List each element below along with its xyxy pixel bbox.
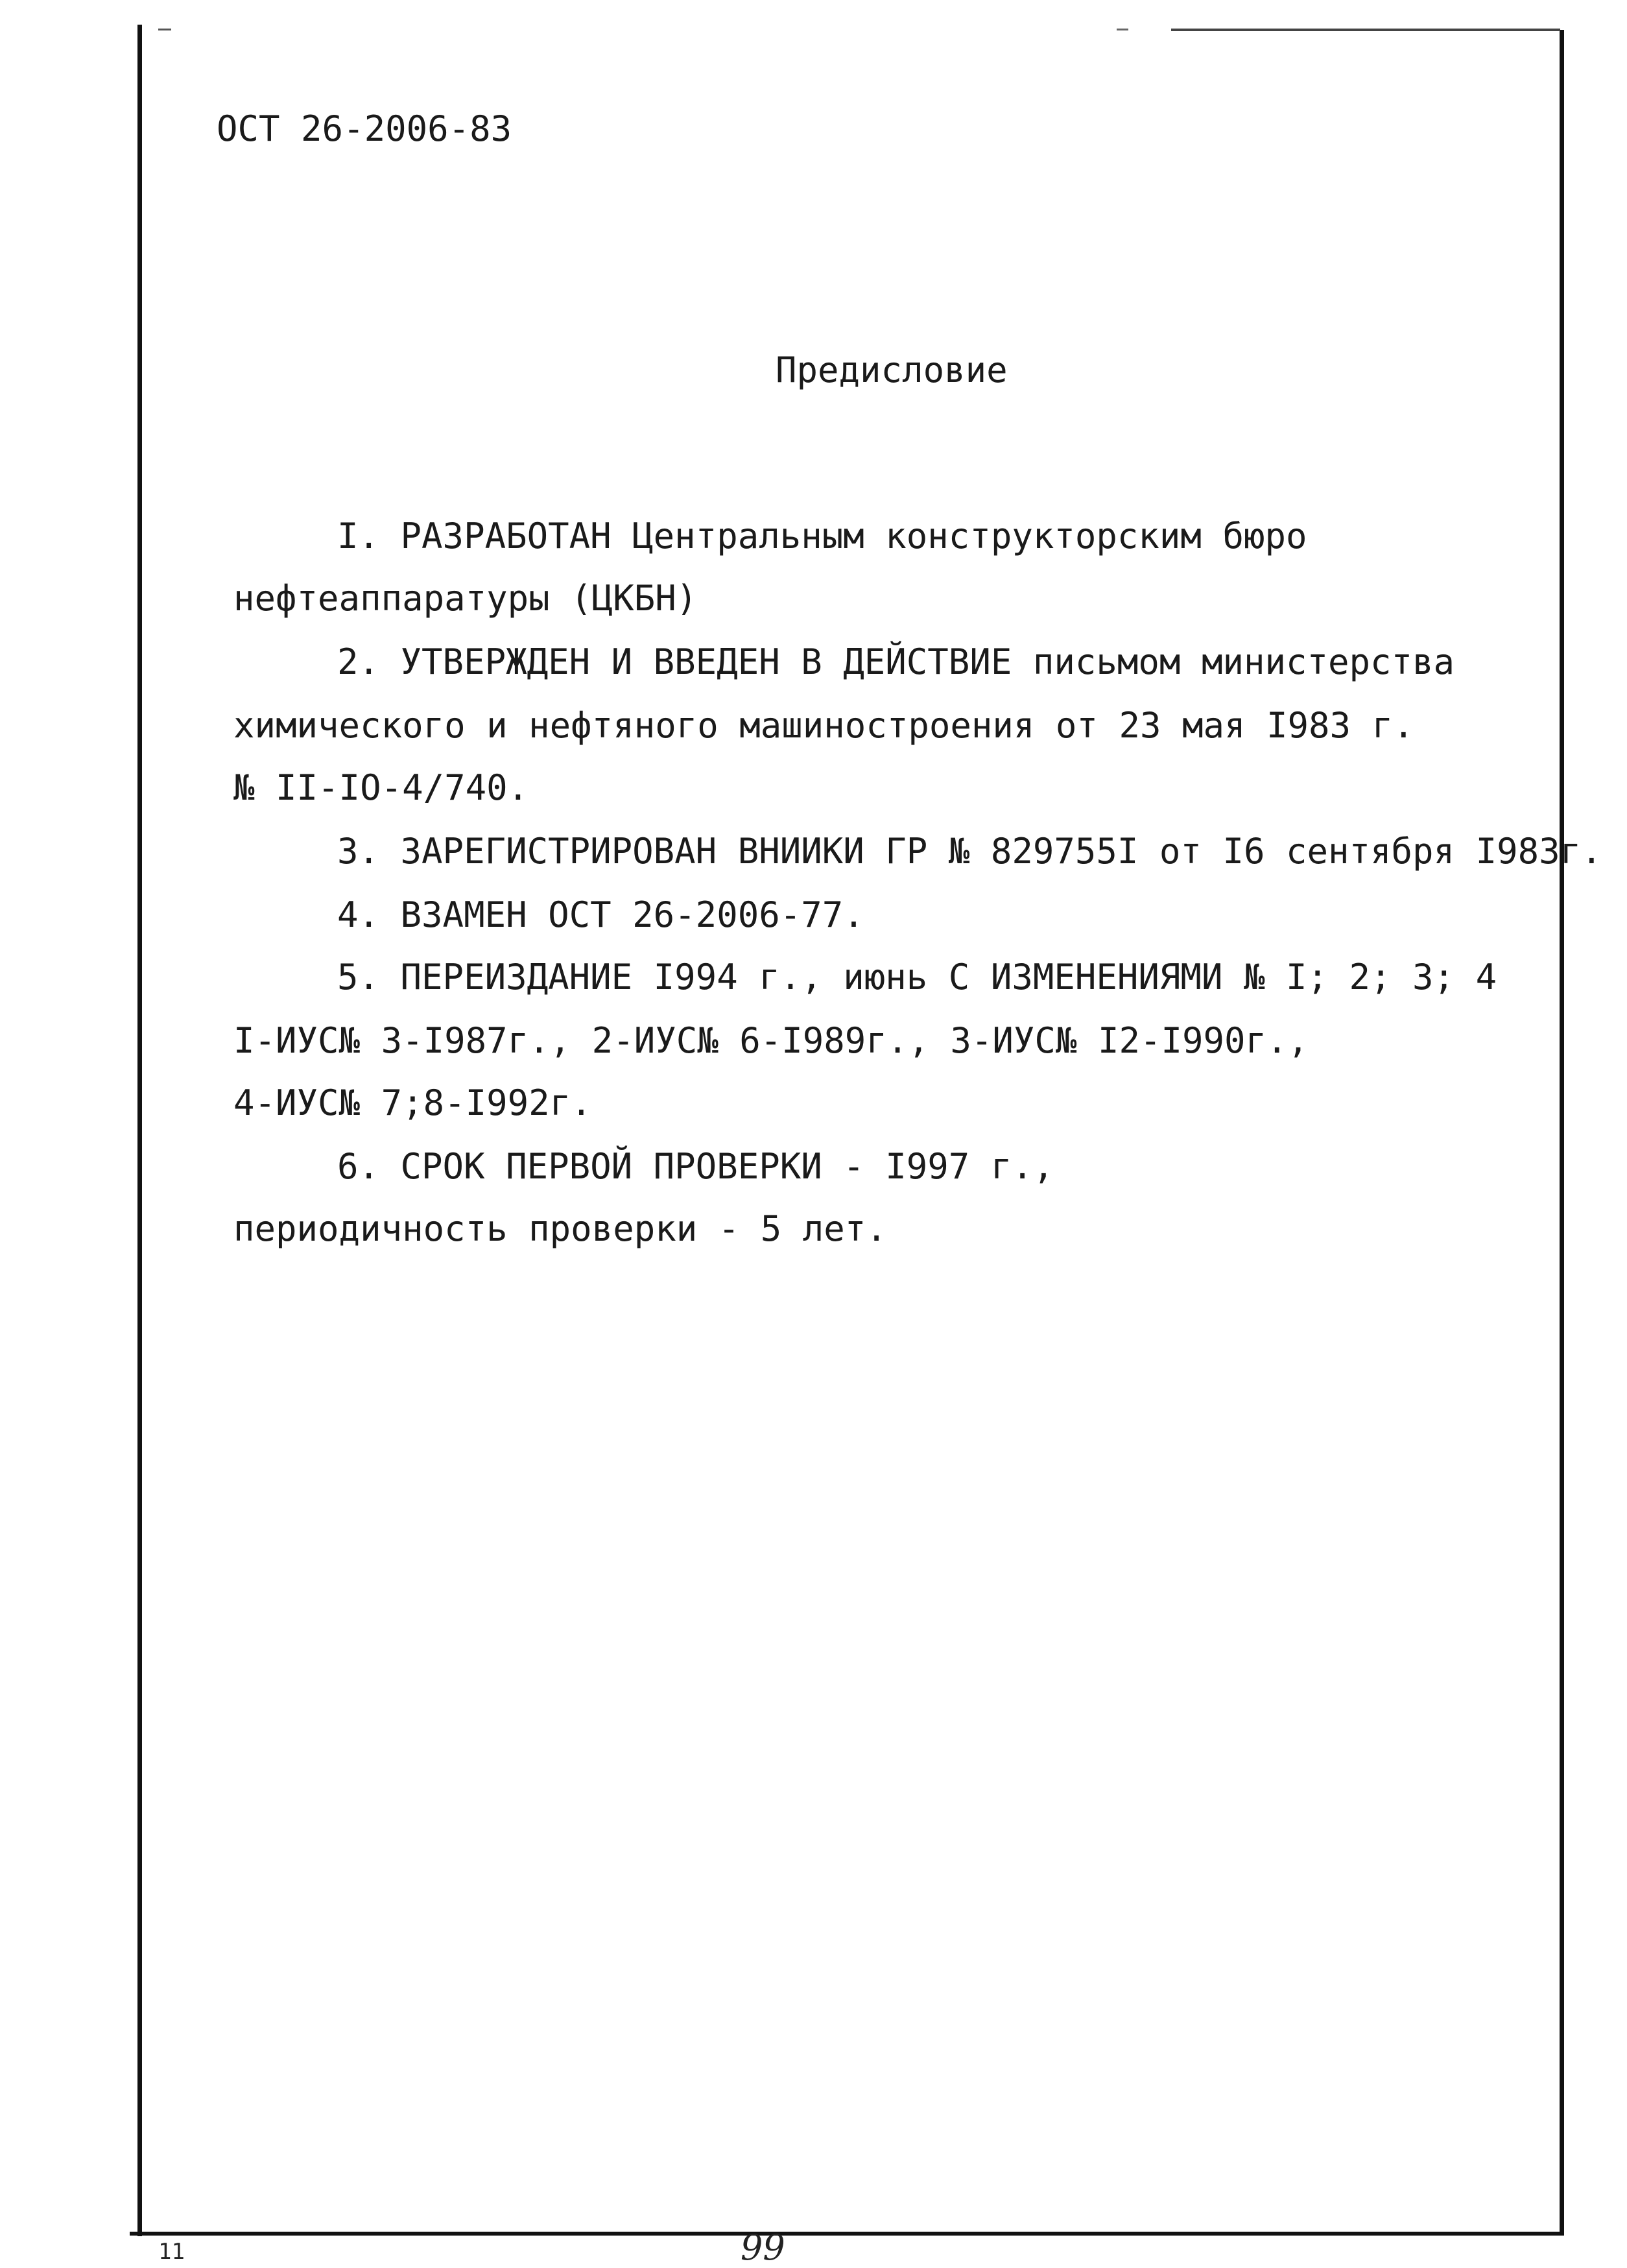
preface-line: 2. УТВЕРЖДЕН И ВВЕДЕН В ДЕЙСТВИЕ письмом министерства [337,641,1455,682]
preface-line: химического и нефтяного машиностроения от 23 мая I983 г. [233,705,1414,746]
top-left-dash [158,29,171,30]
preface-line: 4-ИУС№ 7;8-I992г. [233,1082,592,1123]
document-code: ОСТ 26-2006-83 [217,108,512,149]
page-number: 99 [741,2227,785,2268]
preface-line: нефтеаппаратуры (ЦКБН) [233,578,698,619]
preface-line: 3. ЗАРЕГИСТРИРОВАН ВНИИКИ ГР № 829755I от I6 сентября I983г. [337,831,1602,872]
preface-line: I. РАЗРАБОТАН Центральным конструкторским бюро [337,516,1307,556]
preface-line: № II-IO-4/740. [233,767,529,808]
frame-right-border [1560,30,1564,2235]
frame-left-border [137,25,142,2236]
preface-line: периодичность проверки - 5 лет. [233,1208,887,1249]
preface-line: I-ИУС№ 3-I987г., 2-ИУС№ 6-I989г., 3-ИУС№ I2-I990г., [233,1020,1309,1061]
preface-title: Предисловие [776,350,1008,390]
frame-bottom-border [130,2232,1564,2236]
preface-line: 4. ВЗАМЕН ОСТ 26-2006-77. [337,894,864,935]
preface-line: 6. СРОК ПЕРВОЙ ПРОВЕРКИ - I997 г., [337,1146,1054,1187]
preface-line: 5. ПЕРЕИЗДАНИЕ I994 г., июнь С ИЗМЕНЕНИЯМИ № I; 2; 3; 4 [337,957,1497,997]
footer-mark: 11 [158,2239,185,2265]
top-right-dash [1117,29,1128,30]
top-right-rule [1171,29,1560,31]
